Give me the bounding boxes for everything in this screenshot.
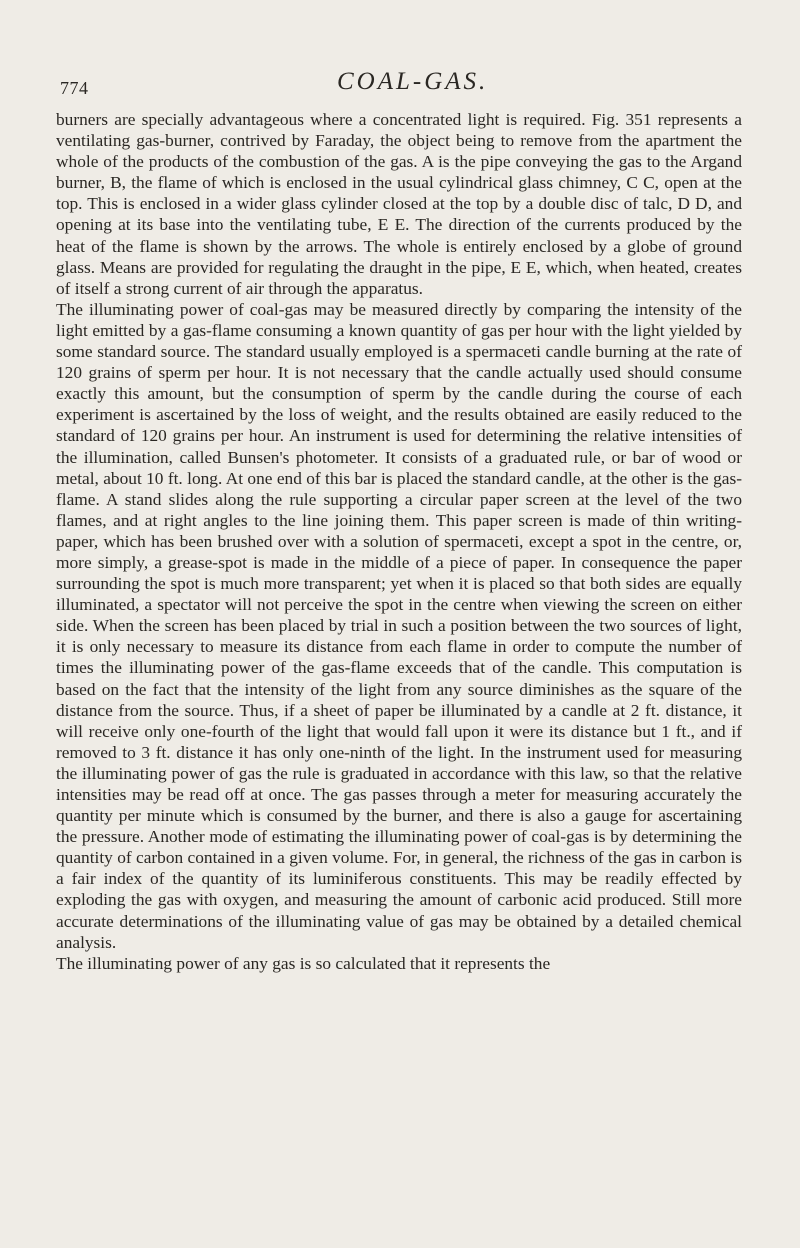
running-title: COAL-GAS. xyxy=(337,68,489,95)
paragraph-faraday-burner: burners are specially advantageous where a concentrated light is required. Fig. 351 represents a ventilating gas-burner, contrived by Faraday, the object being to remove from the apartment the whole of the products of the combustion of the gas. A is the pipe conveying the gas to the Argand burner, B, the flame of which is enclosed in the usual cylindrical glass chimney, C C, open at the top. This is enclosed in a wider glass cylinder closed at the top by a double disc of talc, D D, and opening at its base into the ventilating tube, E E. The direction of the currents produced by the heat of the flame is shown by the arrows. The whole is entirely enclosed by a globe of ground glass. Means are provided for regulating the draught in the pipe, E E, which, when heated, creates of itself a strong current of air through the apparatus. xyxy=(56,110,742,298)
paragraph-continuation: The illuminating power of any gas is so calculated that it represents the xyxy=(56,953,551,973)
body-text xyxy=(56,109,742,974)
paragraph-illuminating-power: The illuminating power of coal-gas may be measured directly by comparing the intensity of the light emitted by a gas-flame consuming a known quantity of gas per hour with the light yielded by some standard source. The standard usually employed is a spermaceti candle burning at the rate of 120 grains of sperm per hour. It is not necessary that the candle actually used should consume exactly this amount, but the consumption of sperm by the candle during the course of each experiment is ascertained by the loss of weight, and the results obtained are easily reduced to the standard of 120 grains per hour. An instrument is used for determining the relative intensities of the illumination, called Bunsen's photometer. It consists of a graduated rule, or bar of wood or metal, about 10 ft. long. At one end of this bar is placed the standard candle, at the other is the gas-flame. A stand slides along the rule supporting a circular paper screen at the level of the two flames, and at right angles to the line joining them. This paper screen is made of thin writing-paper, which has been brushed over with a solution of spermaceti, except a spot in the centre, or, more simply, a grease-spot is made in the middle of a piece of paper. In consequence the paper surrounding the spot is much more transparent; yet when it is placed so that both sides are equally illuminated, a spectator will not perceive the spot in the centre when viewing the screen on either side. When the screen has been placed by trial in such a position between the two sources of light, it is only necessary to measure its distance from each flame in order to compute the number of times the illuminating power of the gas-flame exceeds that of the candle. This computation is based on the fact that the intensity of the light from any source diminishes as the square of the distance from the source. Thus, if a sheet of paper be illuminated by a candle at 2 ft. distance, it will receive only one-fourth of the light that would fall upon it were its distance but 1 ft., and if removed to 3 ft. distance it has only one-ninth of the light. In the instrument used for measuring the illuminating power of gas the rule is graduated in accordance with this law, so that the relative intensities may be read off at once. The gas passes through a meter for measuring accurately the quantity per minute which is consumed by the burner, and there is also a gauge for ascertaining the pressure. Another mode of estimating the illuminating power of coal-gas is by determining the quantity of carbon contained in a given volume. For, in general, the richness of the gas in carbon is a fair index of the quantity of its luminiferous constituents. This may be readily effected by exploding the gas with oxygen, and measuring the amount of carbonic acid produced. Still more accurate determinations of the illuminating value of gas may be obtained by a detailed chemical analysis. xyxy=(56,299,742,952)
page-number: 774 xyxy=(60,78,89,98)
